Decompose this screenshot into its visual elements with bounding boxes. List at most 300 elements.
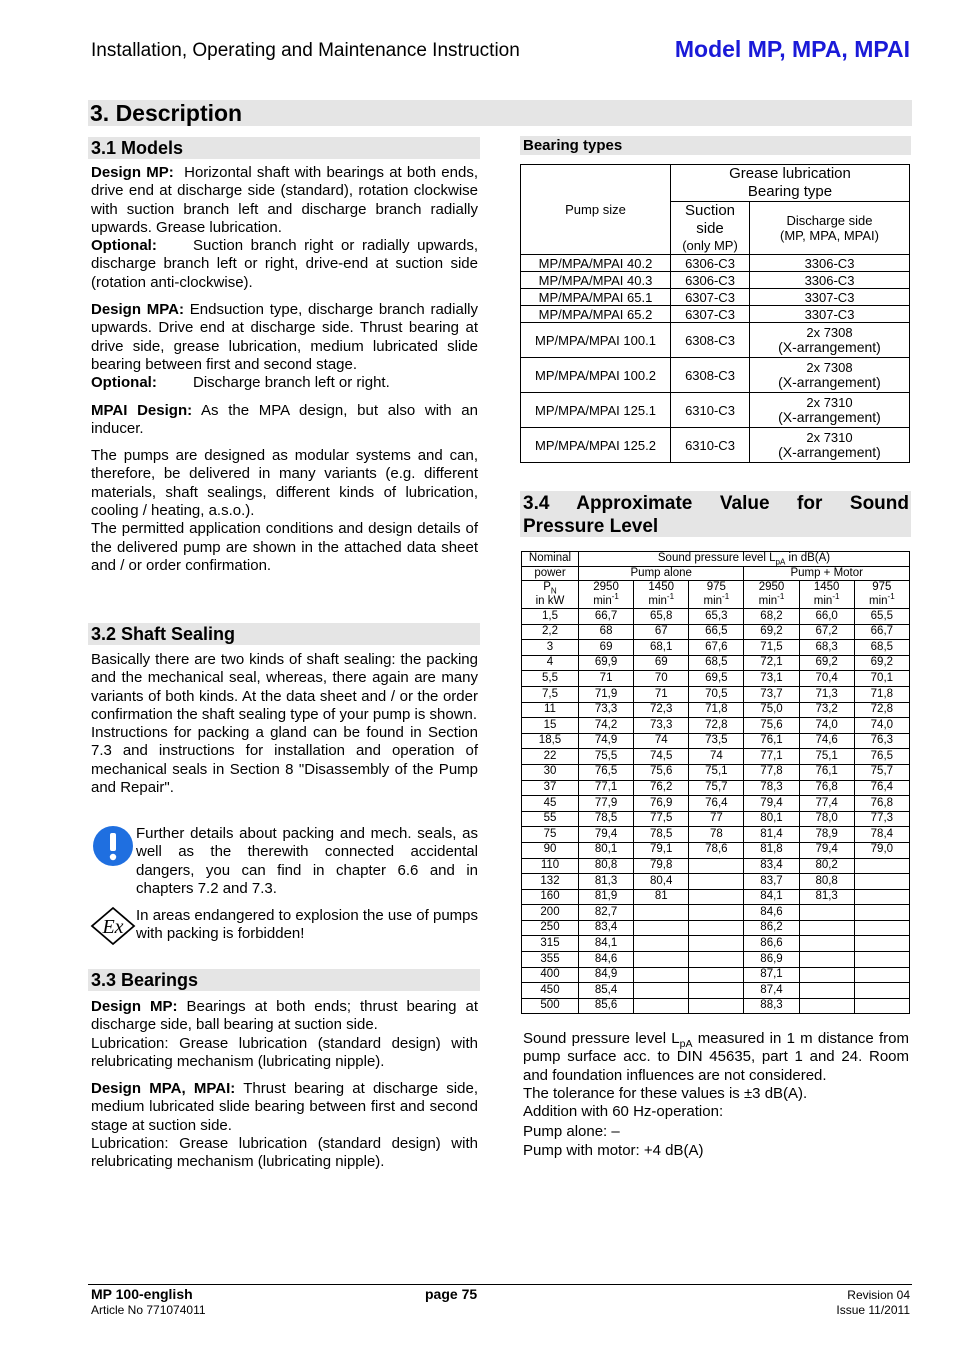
sound-value-cell (634, 998, 689, 1014)
sound-power-cell: 2,2 (522, 624, 579, 640)
bearing-mpa-label: Design MPA, MPAI: (91, 1080, 236, 1098)
sound-value-cell: 68,5 (689, 655, 744, 671)
sound-value-cell: 86,2 (744, 920, 799, 936)
sound-value-cell: 75,1 (799, 749, 854, 765)
sound-value-cell: 75,1 (689, 764, 744, 780)
sound-value-cell: 77,9 (579, 796, 634, 812)
sound-value-cell: 69,2 (799, 655, 854, 671)
sound-value-cell: 71 (634, 686, 689, 702)
sound-value-cell: 70 (634, 671, 689, 687)
sound-value-cell (634, 967, 689, 983)
sound-row (522, 671, 910, 687)
sound-row (522, 842, 910, 858)
sound-value-cell: 78,0 (799, 811, 854, 827)
sound-value-cell: 69 (634, 655, 689, 671)
sound-value-cell: 69 (579, 640, 634, 656)
sound-value-cell: 71,8 (689, 702, 744, 718)
sound-value-cell: 73,3 (634, 718, 689, 734)
bearing-mpa-text: Thrust bearing at discharge side, medium lubricated slide bearing between first and second stage at suction side. (91, 1080, 478, 1134)
sound-power-cell: 355 (522, 952, 579, 968)
sound-value-cell (634, 905, 689, 921)
sound-power-cell: 5,5 (522, 671, 579, 687)
sound-value-cell: 80,1 (579, 842, 634, 858)
sound-power-cell: 1,5 (522, 609, 579, 625)
sound-row (522, 702, 910, 718)
sound-value-cell: 77,4 (799, 796, 854, 812)
col-nominal: Nominal (522, 552, 579, 567)
sound-power-cell: 200 (522, 905, 579, 921)
sound-value-cell: 69,2 (854, 655, 909, 671)
sound-value-cell: 71,8 (854, 686, 909, 702)
sound-value-cell (854, 952, 909, 968)
sound-value-cell: 72,8 (854, 702, 909, 718)
sound-value-cell: 68,5 (854, 640, 909, 656)
sound-value-cell: 79,1 (634, 842, 689, 858)
bearing-pump-size: MP/MPA/MPAI 40.3 (521, 272, 671, 289)
sound-value-cell: 75,6 (744, 718, 799, 734)
sound-value-cell (854, 983, 909, 999)
sound-value-cell: 73,5 (689, 733, 744, 749)
sound-value-cell: 81,4 (744, 827, 799, 843)
sound-value-cell: 77,5 (634, 811, 689, 827)
bearing-discharge: 3306-C3 (750, 272, 910, 289)
sound-value-cell: 68 (579, 624, 634, 640)
sound-value-cell: 79,4 (579, 827, 634, 843)
sound-value-cell: 76,8 (854, 796, 909, 812)
sound-value-cell: 78,6 (689, 842, 744, 858)
sound-value-cell: 78,4 (854, 827, 909, 843)
sound-value-cell: 86,6 (744, 936, 799, 952)
sound-value-cell: 75,0 (744, 702, 799, 718)
sound-power-cell: 4 (522, 655, 579, 671)
sound-value-cell: 85,4 (579, 983, 634, 999)
col-pump-motor: Pump + Motor (744, 566, 910, 581)
bearing-row (521, 306, 910, 323)
bearing-suction: 6310-C3 (671, 393, 750, 428)
sound-value-cell (689, 967, 744, 983)
sound-value-cell (799, 905, 854, 921)
bearing-pump-size: MP/MPA/MPAI 125.2 (521, 428, 671, 463)
sound-value-cell: 87,1 (744, 967, 799, 983)
sound-value-cell: 74 (689, 749, 744, 765)
sound-value-cell: 68,2 (744, 609, 799, 625)
sound-value-cell (689, 936, 744, 952)
bearing-discharge: 2x 7308 (X-arrangement) (750, 358, 910, 393)
sound-value-cell: 66,5 (689, 624, 744, 640)
sound-row (522, 811, 910, 827)
sound-value-cell: 70,4 (799, 671, 854, 687)
modular-text: The pumps are designed as modular systems and can, therefore, be delivered in many variants (e.g. different materials, shaft sealings, different kinds of lubrication, cooling / heating, a.s.o.). (91, 447, 478, 520)
sound-row (522, 920, 910, 936)
sound-value-cell: 75,6 (634, 764, 689, 780)
sound-value-cell: 77,1 (579, 780, 634, 796)
sound-power-cell: 315 (522, 936, 579, 952)
mp-text: Horizontal shaft with bearings at both ends, drive end at discharge side (standard), rotation clockwise with suction branch left and discharge branch radially upwards. Grease lubrication. (91, 164, 478, 236)
sound-power-cell: 400 (522, 967, 579, 983)
sound-power-cell: 3 (522, 640, 579, 656)
footer-rule (88, 1284, 912, 1285)
sound-power-cell: 132 (522, 874, 579, 890)
sound-row (522, 764, 910, 780)
sound-value-cell: 77,8 (744, 764, 799, 780)
sound-value-cell: 71 (579, 671, 634, 687)
footer-revision: Revision 04 (847, 1288, 910, 1302)
col-speed: 2950 $\min^{-1}$ (744, 581, 799, 609)
sound-value-cell (689, 858, 744, 874)
sound-row (522, 655, 910, 671)
sound-value-cell: 74 (634, 733, 689, 749)
sound-value-cell: 76,8 (799, 780, 854, 796)
sound-value-cell: 72,8 (689, 718, 744, 734)
models-text (91, 164, 478, 575)
col-pn: $P_N$ in kW (522, 581, 579, 609)
sound-value-cell (799, 952, 854, 968)
sound-row (522, 749, 910, 765)
sound-row (522, 983, 910, 999)
sound-value-cell (689, 952, 744, 968)
bearing-types-table (520, 164, 910, 463)
sound-row (522, 858, 910, 874)
sound-value-cell: 68,1 (634, 640, 689, 656)
mpai-label: MPAI Design: (91, 401, 193, 419)
sound-row (522, 936, 910, 952)
col-pump-size: Pump size (521, 165, 671, 255)
sound-row (522, 874, 910, 890)
sound-row (522, 967, 910, 983)
sound-value-cell: 86,9 (744, 952, 799, 968)
bearing-pump-size: MP/MPA/MPAI 125.1 (521, 393, 671, 428)
bearing-suction: 6306-C3 (671, 272, 750, 289)
sound-value-cell: 87,4 (744, 983, 799, 999)
col-discharge-side: Discharge side (MP, MPA, MPAI) (750, 202, 910, 255)
note-packing: Further details about packing and mech. seals, as well as the therewith connected accidental dangers, you can find in chapter 6.6 and in chapters 7.2 and 7.3. (136, 825, 478, 897)
sound-row (522, 624, 910, 640)
ex-symbol-text: Ex (102, 916, 124, 938)
sound-power-cell: 15 (522, 718, 579, 734)
sound-value-cell: 81 (634, 889, 689, 905)
bearing-row (521, 323, 910, 358)
sound-value-cell (854, 967, 909, 983)
sound-value-cell: 81,9 (579, 889, 634, 905)
sound-value-cell: 73,2 (799, 702, 854, 718)
sound-power-cell: 45 (522, 796, 579, 812)
bearing-types-title: Bearing types (523, 137, 623, 154)
sound-value-cell: 66,0 (799, 609, 854, 625)
sound-value-cell (689, 920, 744, 936)
sound-value-cell: 74,9 (579, 733, 634, 749)
sound-row (522, 640, 910, 656)
sound-value-cell (854, 998, 909, 1014)
sound-row (522, 609, 910, 625)
bearing-discharge: 3307-C3 (750, 289, 910, 306)
sound-value-cell: 80,8 (799, 874, 854, 890)
col-speed: 2950 $\min^{-1}$ (579, 581, 634, 609)
sound-value-cell: 78 (689, 827, 744, 843)
bearing-discharge: 2x 7310 (X-arrangement) (750, 428, 910, 463)
bearing-discharge: 3307-C3 (750, 306, 910, 323)
sound-row (522, 952, 910, 968)
sound-value-cell (689, 998, 744, 1014)
sound-row (522, 905, 910, 921)
bearing-row (521, 289, 910, 306)
sound-power-cell: 450 (522, 983, 579, 999)
bearing-discharge: 3306-C3 (750, 255, 910, 272)
sound-value-cell (854, 936, 909, 952)
bearing-row (521, 428, 910, 463)
mpa-label: Design MPA: (91, 301, 184, 319)
optional-label: Optional: (91, 237, 157, 255)
sound-value-cell: 69,9 (579, 655, 634, 671)
sound-row (522, 827, 910, 843)
sound-value-cell: 79,0 (854, 842, 909, 858)
sound-row (522, 733, 910, 749)
sound-value-cell: 69,5 (689, 671, 744, 687)
sound-value-cell: 70,5 (689, 686, 744, 702)
col-speed: 975 $\min^{-1}$ (854, 581, 909, 609)
mpai-text: As the MPA design, but also with an inducer. (91, 401, 478, 437)
sound-notes (523, 1030, 909, 1160)
sound-value-cell (634, 920, 689, 936)
footer-article: Article No 771074011 (91, 1303, 206, 1317)
sound-value-cell: 74,5 (634, 749, 689, 765)
col-speed: 975 $\min^{-1}$ (689, 581, 744, 609)
bearing-row (521, 255, 910, 272)
sound-value-cell (689, 874, 744, 890)
sound-value-cell: 84,1 (579, 936, 634, 952)
sound-power-cell: 500 (522, 998, 579, 1014)
bearing-mp-lubrication: Lubrication: Grease lubrication (standard design) with relubricating mechanism (lubricating nipple). (91, 1034, 478, 1070)
sound-value-cell: 84,9 (579, 967, 634, 983)
sound-value-cell: 65,5 (854, 609, 909, 625)
sound-value-cell (799, 967, 854, 983)
sound-addition: Addition with 60 Hz-operation: (523, 1103, 724, 1121)
sound-note-measure: Sound pressure level $L_{pA}$ measured in 1 m distance from pump surface acc. to DIN 45635, part 1 and 24. Room and foundation influences are not considered. (523, 1030, 909, 1084)
bearing-discharge: 2x 7310 (X-arrangement) (750, 393, 910, 428)
sound-pump-motor: Pump with motor: +4 dB(A) (523, 1141, 704, 1159)
sound-value-cell: 84,1 (744, 889, 799, 905)
sound-value-cell: 65,3 (689, 609, 744, 625)
bearing-pump-size: MP/MPA/MPAI 40.2 (521, 255, 671, 272)
sound-power-cell: 160 (522, 889, 579, 905)
bearing-row (521, 272, 910, 289)
sound-value-cell: 83,4 (744, 858, 799, 874)
sound-value-cell: 76,3 (854, 733, 909, 749)
sound-power-cell: 18,5 (522, 733, 579, 749)
bearings-text (91, 998, 478, 1172)
sound-power-cell: 55 (522, 811, 579, 827)
header-model: Model MP, MPA, MPAI (674, 36, 910, 62)
sound-value-cell: 84,6 (579, 952, 634, 968)
sound-value-cell: 77,3 (854, 811, 909, 827)
models-heading: 3.1 Models (91, 138, 184, 158)
sound-value-cell: 74,0 (854, 718, 909, 734)
sound-value-cell: 78,5 (579, 811, 634, 827)
sound-value-cell (689, 905, 744, 921)
sound-value-cell: 74,0 (799, 718, 854, 734)
explosion-protection-icon (90, 906, 136, 946)
sound-value-cell: 84,6 (744, 905, 799, 921)
sound-value-cell (689, 983, 744, 999)
sound-value-cell: 76,9 (634, 796, 689, 812)
sound-value-cell: 73,1 (744, 671, 799, 687)
optional-label: Optional: (91, 374, 157, 392)
bearing-pump-size: MP/MPA/MPAI 65.1 (521, 289, 671, 306)
bearing-pump-size: MP/MPA/MPAI 100.2 (521, 358, 671, 393)
sound-value-cell: 77 (689, 811, 744, 827)
bearing-pump-size: MP/MPA/MPAI 65.2 (521, 306, 671, 323)
col-sound-pressure: Sound pressure level $L_{pA}$ in dB(A) (579, 552, 910, 567)
sound-value-cell: 83,4 (579, 920, 634, 936)
sound-value-cell: 67 (634, 624, 689, 640)
col-speed: 1450 $\min^{-1}$ (634, 581, 689, 609)
sound-value-cell (634, 983, 689, 999)
sound-value-cell: 76,4 (854, 780, 909, 796)
sound-value-cell: 70,1 (854, 671, 909, 687)
bearing-suction: 6307-C3 (671, 289, 750, 306)
sound-value-cell: 75,5 (579, 749, 634, 765)
sound-row (522, 796, 910, 812)
mp-label: Design MP: (91, 164, 174, 181)
bearing-suction: 6307-C3 (671, 306, 750, 323)
col-power: power (522, 566, 579, 581)
sound-power-cell: 75 (522, 827, 579, 843)
sound-value-cell: 76,5 (579, 764, 634, 780)
sound-value-cell: 78,3 (744, 780, 799, 796)
sound-value-cell: 76,4 (689, 796, 744, 812)
col-pump-alone: Pump alone (579, 566, 744, 581)
sound-value-cell: 68,3 (799, 640, 854, 656)
sound-value-cell (689, 889, 744, 905)
mp-optional-text: Suction branch right or radially upwards, discharge branch left or right, drive-end at suction side (rotation anti-clockwise). (91, 237, 478, 291)
sound-value-cell: 76,2 (634, 780, 689, 796)
sound-row (522, 889, 910, 905)
sealing-p2: Instructions for packing a gland can be found in Section 7.3 and instructions for installation and operation of mechanical seals in Section 8 "Disassembly of the Pump and Repair". (91, 724, 478, 797)
sound-value-cell (854, 889, 909, 905)
sound-value-cell: 81,8 (744, 842, 799, 858)
bearing-discharge: 2x 7308 (X-arrangement) (750, 323, 910, 358)
sound-value-cell: 81,3 (799, 889, 854, 905)
sound-value-cell: 66,7 (854, 624, 909, 640)
bearing-mpa-lubrication: Lubrication: Grease lubrication (standard design) with relubricating mechanism (lubricating nipple). (91, 1135, 478, 1171)
bearing-mp-label: Design MP: (91, 998, 178, 1015)
sound-value-cell: 88,3 (744, 998, 799, 1014)
sound-value-cell (854, 874, 909, 890)
sound-value-cell: 78,9 (799, 827, 854, 843)
sound-value-cell: 74,2 (579, 718, 634, 734)
col-speed: 1450 $\min^{-1}$ (799, 581, 854, 609)
bearing-mp-text: Bearings at both ends; thrust bearing at discharge side, ball bearing at suction side. (91, 998, 478, 1034)
sound-value-cell: 78,5 (634, 827, 689, 843)
sound-value-cell: 65,8 (634, 609, 689, 625)
footer-issue: Issue 11/2011 (836, 1303, 910, 1317)
sound-value-cell: 69,2 (744, 624, 799, 640)
sound-pump-alone: Pump alone: – (523, 1123, 620, 1141)
sound-value-cell: 67,2 (799, 624, 854, 640)
sound-value-cell (854, 905, 909, 921)
sound-value-cell (799, 920, 854, 936)
sound-value-cell (799, 983, 854, 999)
bearing-row (521, 393, 910, 428)
sound-value-cell: 71,3 (799, 686, 854, 702)
sound-value-cell: 79,4 (744, 796, 799, 812)
mpa-text: Endsuction type, discharge branch radially upwards. Drive end at discharge side. Thrust bearing at drive side, grease lubrication, medium lubricated slide bearing between first and second stage. (91, 301, 478, 373)
sound-value-cell: 72,1 (744, 655, 799, 671)
sound-row (522, 780, 910, 796)
sound-value-cell: 81,3 (579, 874, 634, 890)
bearings-heading: 3.3 Bearings (91, 970, 199, 990)
footer-page: page 75 (425, 1286, 478, 1302)
sound-power-cell: 22 (522, 749, 579, 765)
bearing-suction: 6308-C3 (671, 323, 750, 358)
warning-exclamation-icon (92, 825, 134, 867)
sound-power-cell: 37 (522, 780, 579, 796)
sound-row (522, 998, 910, 1014)
sound-value-cell: 80,8 (579, 858, 634, 874)
sound-value-cell: 71,9 (579, 686, 634, 702)
sound-value-cell: 85,6 (579, 998, 634, 1014)
sealing-heading: 3.2 Shaft Sealing (91, 624, 236, 644)
sound-value-cell: 67,6 (689, 640, 744, 656)
sound-value-cell: 75,7 (854, 764, 909, 780)
sound-value-cell (799, 936, 854, 952)
sound-value-cell: 83,7 (744, 874, 799, 890)
section-title: 3. Description (90, 100, 243, 126)
sound-value-cell: 76,1 (744, 733, 799, 749)
footer-doc: MP 100-english (91, 1286, 193, 1302)
sound-value-cell (634, 936, 689, 952)
bearing-suction: 6310-C3 (671, 428, 750, 463)
sound-value-cell: 82,7 (579, 905, 634, 921)
bearing-suction: 6306-C3 (671, 255, 750, 272)
sound-value-cell: 80,4 (634, 874, 689, 890)
sound-value-cell: 71,5 (744, 640, 799, 656)
sound-power-cell: 110 (522, 858, 579, 874)
sealing-p1: Basically there are two kinds of shaft sealing: the packing and the mechanical seal, whereas, there again are many variants of both kinds. At the data sheet and / or the order confirmation the shaft sealing type of your pump is shown. (91, 651, 478, 723)
sound-value-cell (634, 952, 689, 968)
sound-value-cell: 72,3 (634, 702, 689, 718)
sound-value-cell: 76,1 (799, 764, 854, 780)
permitted-text: The permitted application conditions and design details of the delivered pump are shown in the attached data sheet and / or order confirmation. (91, 520, 478, 574)
sound-power-cell: 30 (522, 764, 579, 780)
sound-table (521, 551, 910, 1014)
sound-tolerance: The tolerance for these values is ±3 dB(A). (523, 1084, 808, 1102)
sound-value-cell (854, 920, 909, 936)
bearing-pump-size: MP/MPA/MPAI 100.1 (521, 323, 671, 358)
sound-value-cell: 76,5 (854, 749, 909, 765)
bearing-row (521, 358, 910, 393)
sound-value-cell: 75,7 (689, 780, 744, 796)
sound-value-cell: 74,6 (799, 733, 854, 749)
sound-value-cell: 77,1 (744, 749, 799, 765)
sound-row (522, 686, 910, 702)
sound-value-cell: 66,7 (579, 609, 634, 625)
col-suction-side: Suction side (only MP) (671, 202, 750, 255)
sound-value-cell: 73,3 (579, 702, 634, 718)
sound-power-cell: 90 (522, 842, 579, 858)
sound-power-cell: 250 (522, 920, 579, 936)
sound-value-cell (854, 858, 909, 874)
sound-value-cell: 80,1 (744, 811, 799, 827)
sound-power-cell: 11 (522, 702, 579, 718)
col-grease-lubrication: Grease lubrication Bearing type (671, 165, 910, 202)
sound-value-cell: 79,4 (799, 842, 854, 858)
sound-value-cell: 73,7 (744, 686, 799, 702)
note-explosion: In areas endangered to explosion the use of pumps with packing is forbidden! (136, 907, 478, 943)
sound-row (522, 718, 910, 734)
sound-value-cell: 80,2 (799, 858, 854, 874)
header-title: Installation, Operating and Maintenance Instruction (91, 40, 520, 61)
sound-power-cell: 7,5 (522, 686, 579, 702)
